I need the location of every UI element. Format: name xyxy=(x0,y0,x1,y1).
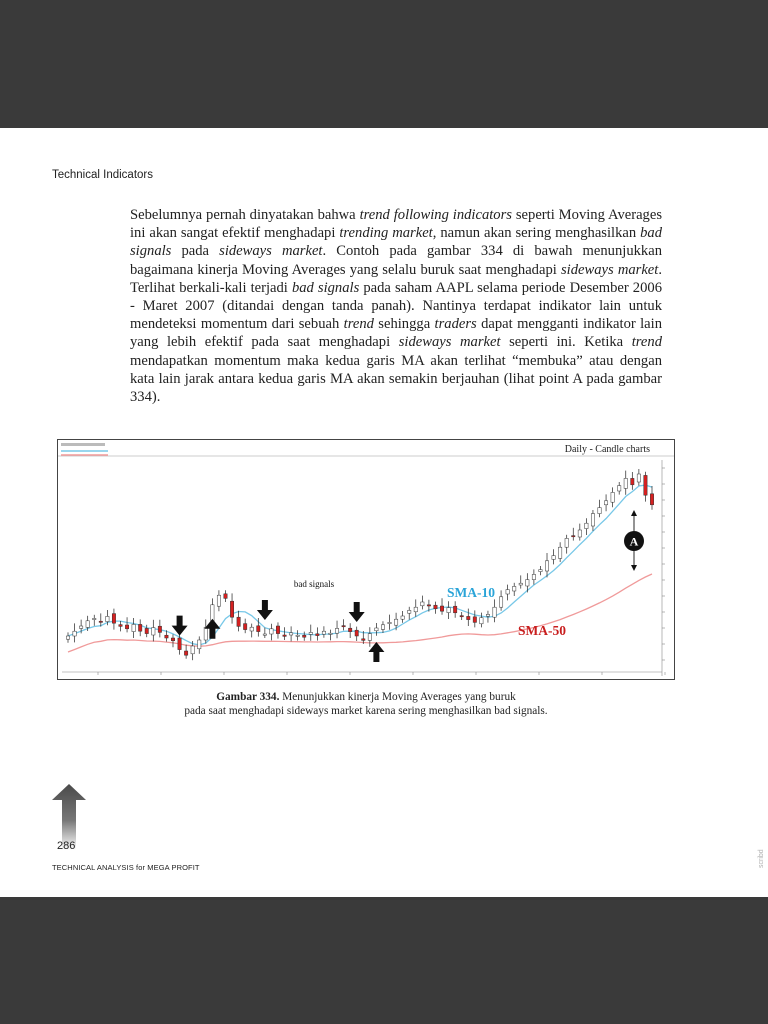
candle-body xyxy=(526,580,529,586)
gap-arrowhead-top-icon xyxy=(631,510,637,516)
sma50-label: SMA-50 xyxy=(518,623,566,638)
candlestick-chart xyxy=(58,440,674,679)
candle-body xyxy=(644,475,647,495)
candle-body xyxy=(381,625,384,630)
candle-body xyxy=(617,486,620,491)
candle-body xyxy=(414,607,417,612)
candle-body xyxy=(112,614,115,624)
candle-body xyxy=(289,633,292,635)
candle-body xyxy=(493,607,496,617)
candle-body xyxy=(604,501,607,505)
candle-body xyxy=(513,586,516,591)
candle-body xyxy=(329,633,332,634)
candle-body xyxy=(86,621,89,628)
candle-body xyxy=(591,514,594,526)
viewer-bottom-band xyxy=(0,897,768,1024)
candle-body xyxy=(171,638,174,641)
candle-body xyxy=(303,635,306,637)
caption-line-1: Menunjukkan kinerja Moving Averages yang buruk xyxy=(282,691,516,703)
candle-body xyxy=(545,561,548,571)
candle-body xyxy=(165,635,168,638)
candle-body xyxy=(178,638,181,650)
candle-body xyxy=(453,606,456,613)
candle-body xyxy=(611,492,614,502)
candle-body xyxy=(257,626,260,632)
candle-body xyxy=(650,494,653,505)
candle-body xyxy=(138,624,141,631)
candle-body xyxy=(322,631,325,634)
candle-body xyxy=(427,605,430,606)
candle-body xyxy=(270,629,273,634)
candle-body xyxy=(440,606,443,611)
candle-body xyxy=(532,574,535,579)
candle-body xyxy=(519,583,522,585)
candle-body xyxy=(250,627,253,631)
candle-body xyxy=(394,619,397,625)
candle-body xyxy=(624,478,627,488)
candle-body xyxy=(486,614,489,616)
candle-body xyxy=(198,640,201,649)
candle-body xyxy=(145,628,148,633)
caption-line-2: pada saat menghadapi sideways market karena sering menghasilkan bad signals. xyxy=(184,705,548,717)
candle-body xyxy=(631,478,634,484)
candle-body xyxy=(276,626,279,634)
candle-body xyxy=(348,628,351,631)
candle-body xyxy=(191,646,194,654)
candle-body xyxy=(316,634,319,636)
candle-body xyxy=(473,617,476,623)
candle-body xyxy=(447,608,450,613)
candle-body xyxy=(585,523,588,528)
candle-body xyxy=(355,630,358,636)
candle-body xyxy=(539,570,542,572)
sma10-label: SMA-10 xyxy=(447,585,495,600)
page-number: 286 xyxy=(57,840,76,852)
candle-body xyxy=(506,590,509,594)
candle-body xyxy=(263,634,266,635)
paragraph-text: Sebelumnya pernah dinyatakan bahwa trend following indicators seperti Moving Averages ini akan sangat efektif menghadapi trending market, namun akan sering menghasilkan bad signals pada sideways market. Contoh pada gambar 334 di bawah menunjukkan bagaimana kinerja Moving Averages yang selalu buruk saat menghadapi sideways market. Terlihat berkali-kali terjadi bad signals pada saham AAPL selama periode Desember 2006 - Maret 2007 (ditandai dengan tanda panah). Nantinya terdapat indikator lain untuk mendeteksi momentum dari sebuah trend sehingga traders dapat mengganti indikator lain yang lebih efektif pada saat menghadapi sideways market seperti ini. Ketika trend mendapatkan momentum maka kedua garis MA akan terlihat “membuka” atau dengan kata lain jarak antara kedua garis MA akan semakin berjauhan (lihat point A pada gambar 334). xyxy=(130,207,663,406)
candle-body xyxy=(184,651,187,655)
panel-symbol-text xyxy=(61,443,105,446)
candle-body xyxy=(237,617,240,626)
point-a-label: A xyxy=(629,534,639,549)
candle-body xyxy=(421,602,424,606)
candle-body xyxy=(243,624,246,630)
candle-body xyxy=(565,538,568,547)
candle-body xyxy=(230,601,233,617)
candle-body xyxy=(204,627,207,640)
gap-arrowhead-bottom-icon xyxy=(631,565,637,571)
candle-body xyxy=(66,636,69,639)
viewer-top-band xyxy=(0,0,768,128)
candle-body xyxy=(93,618,96,619)
footer-title: TECHNICAL ANALYSIS for MEGA PROFIT xyxy=(52,863,200,872)
candle-body xyxy=(434,605,437,609)
watermark: scribd xyxy=(758,849,765,868)
candle-body xyxy=(388,622,391,623)
running-head: Technical Indicators xyxy=(52,169,153,181)
figure-caption xyxy=(57,690,675,718)
chart-figure xyxy=(57,439,675,680)
caption-label: Gambar 334. xyxy=(216,691,280,703)
candle-body xyxy=(368,634,371,641)
candle-body xyxy=(460,616,463,617)
down-arrow-icon xyxy=(257,600,273,620)
candle-body xyxy=(158,626,161,632)
candle-body xyxy=(79,626,82,628)
candle-body xyxy=(296,635,299,636)
candle-body xyxy=(480,618,483,624)
candle-body xyxy=(99,621,102,622)
candle-body xyxy=(125,625,128,629)
candle-body xyxy=(499,597,502,607)
candle-body xyxy=(598,508,601,514)
candle-body xyxy=(578,530,581,537)
candle-body xyxy=(106,616,109,621)
chart-panel-title: Daily - Candle charts xyxy=(564,444,650,455)
candle-body xyxy=(552,556,555,560)
down-arrow-icon xyxy=(172,616,188,636)
candle-body xyxy=(637,474,640,482)
candle-body xyxy=(335,628,338,633)
candle-body xyxy=(401,616,404,619)
candle-body xyxy=(408,610,411,613)
candle-body xyxy=(152,628,155,635)
candle-body xyxy=(217,595,220,606)
candle-body xyxy=(572,536,575,537)
up-arrow-icon xyxy=(368,642,384,662)
candle-body xyxy=(558,547,561,558)
candle-body xyxy=(467,616,470,619)
candle-body xyxy=(224,594,227,599)
body-paragraph xyxy=(130,206,662,406)
candle-body xyxy=(375,628,378,631)
candle-body xyxy=(283,635,286,636)
candle-body xyxy=(119,625,122,627)
candle-body xyxy=(132,624,135,631)
bad-signals-label: bad signals xyxy=(293,579,335,589)
sma10-line xyxy=(68,485,652,645)
candle-body xyxy=(342,626,345,627)
candle-body xyxy=(309,632,312,634)
candle-body xyxy=(73,631,76,636)
candle-body xyxy=(362,639,365,641)
down-arrow-icon xyxy=(349,602,365,622)
document-page xyxy=(0,128,768,897)
